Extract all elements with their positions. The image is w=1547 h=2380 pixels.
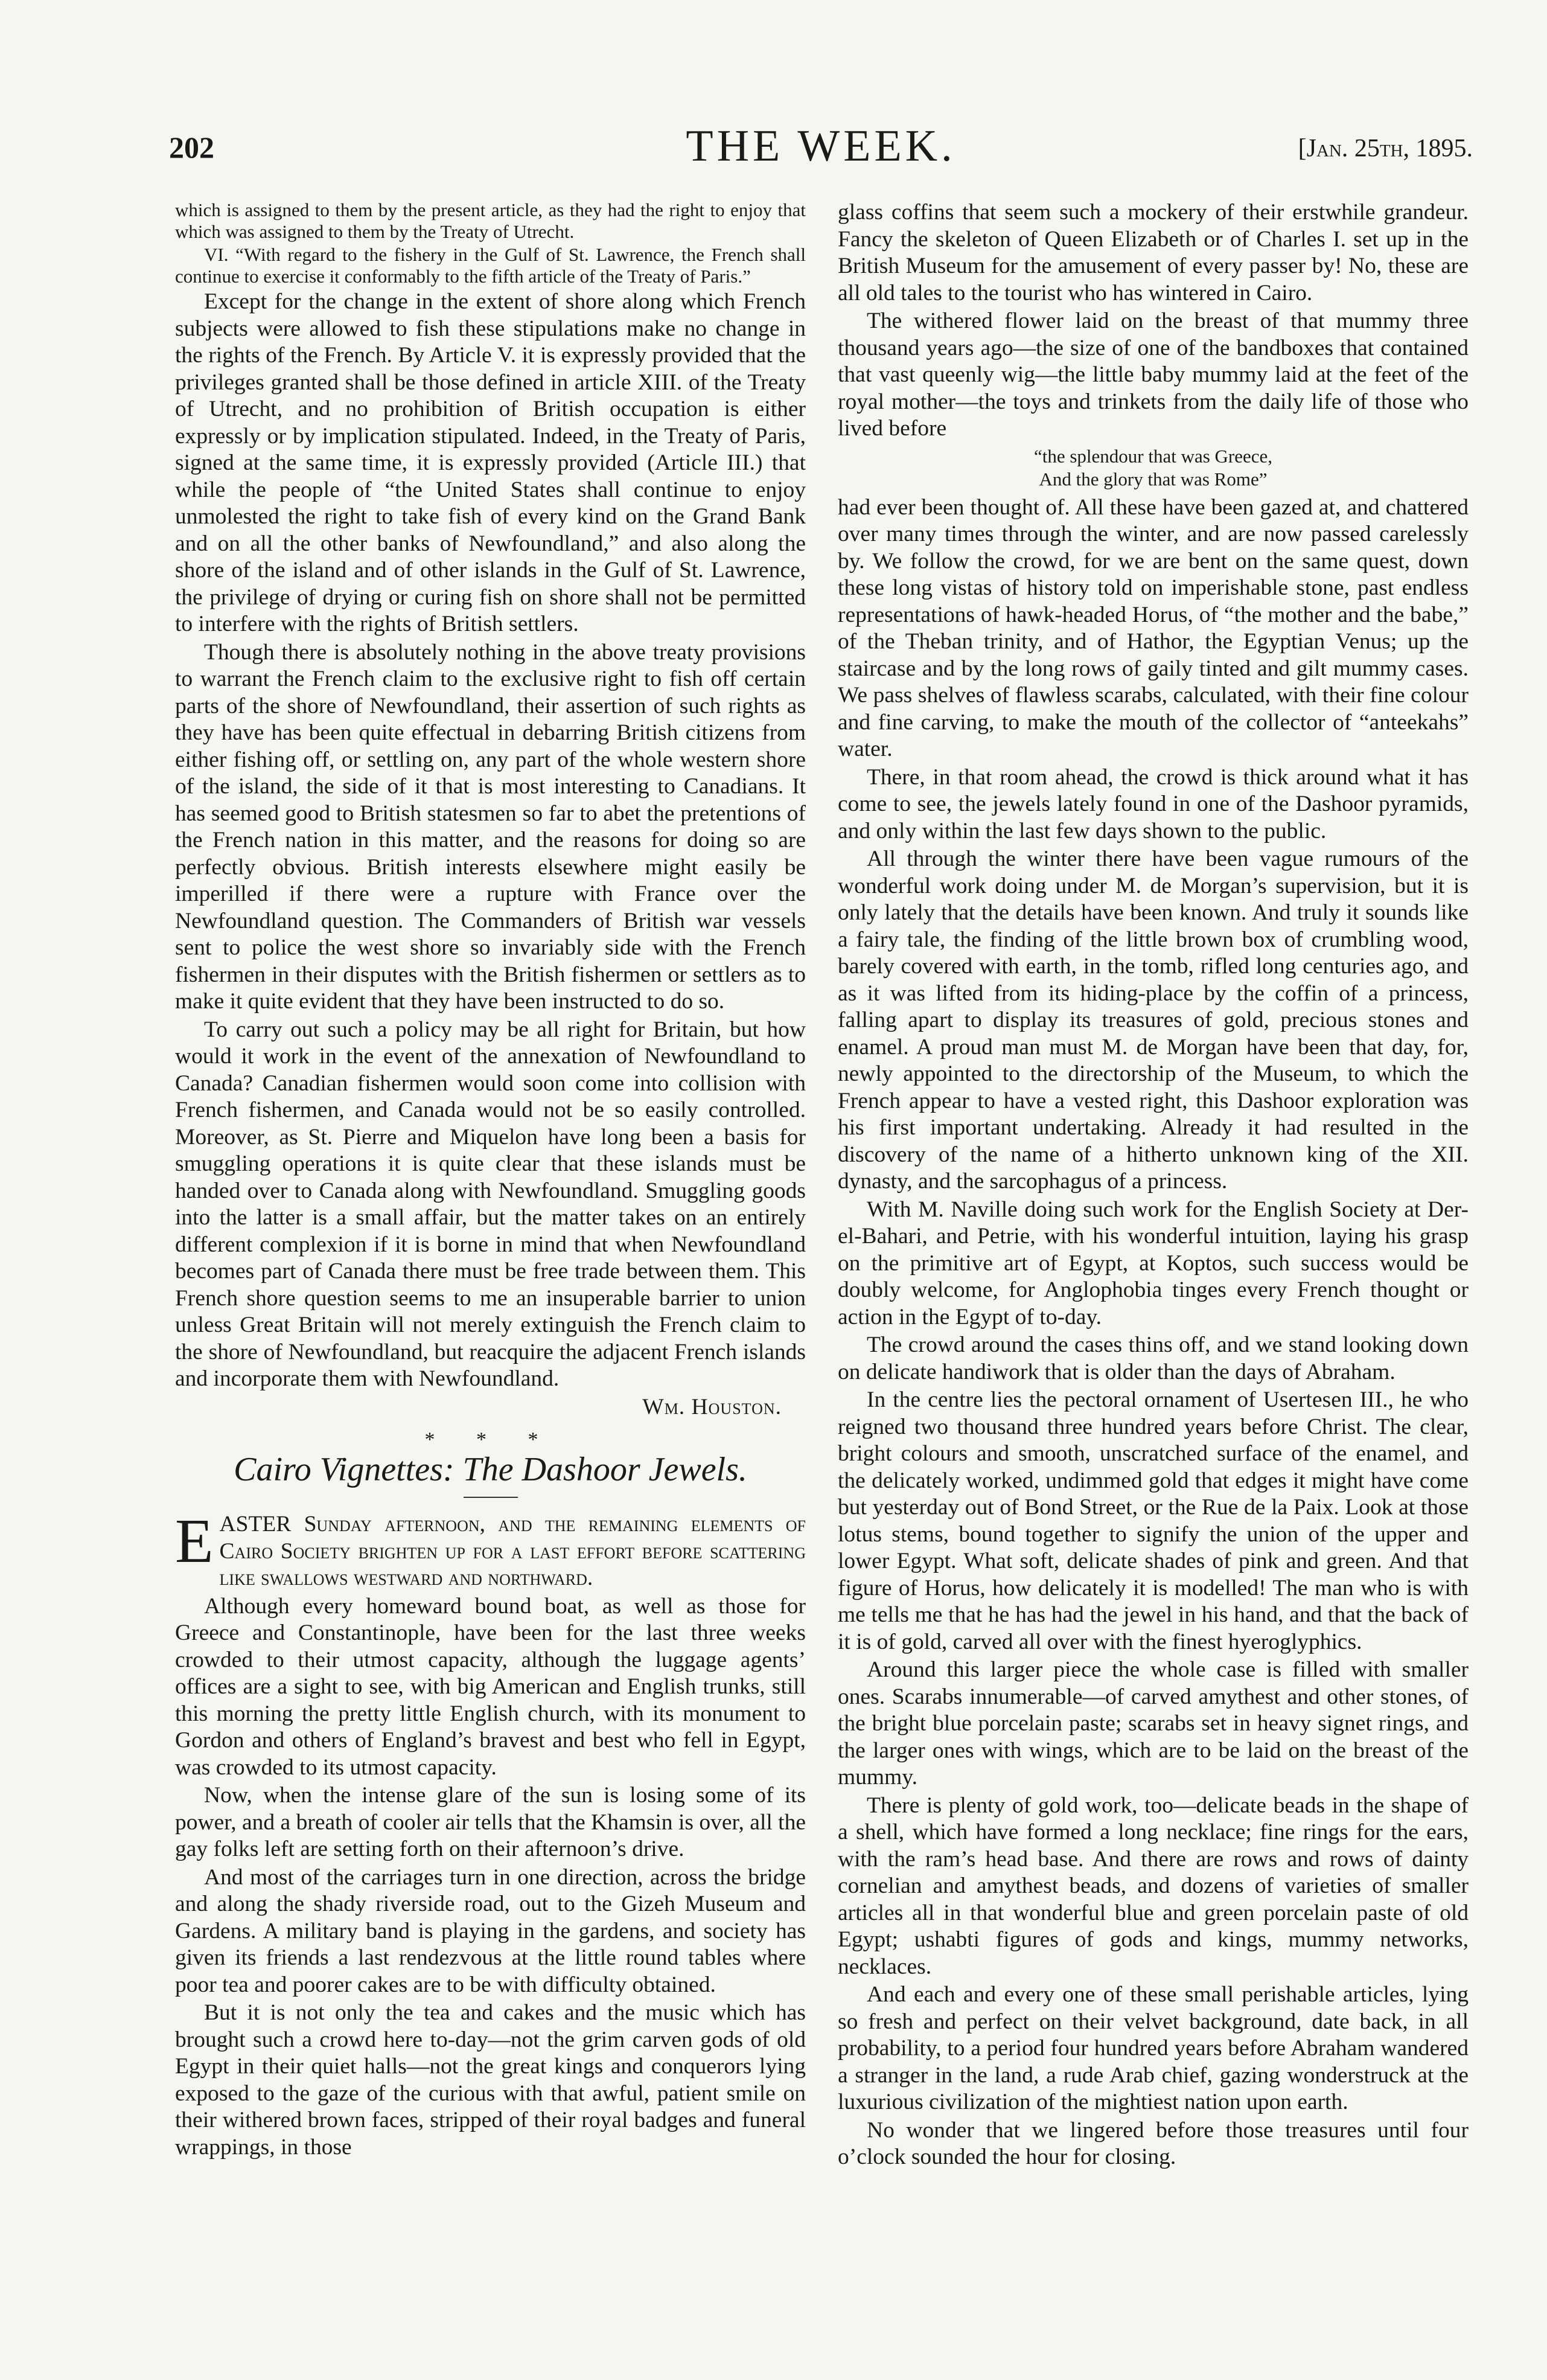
article-paragraph: And most of the carriages turn in one direction, across the bridge and along the shady riverside road, out to the Gizeh Museum and Gardens. A military band is playing in the gardens, and society has given its friends a last rendezvous at the little round tables where poor tea and poorer cakes are to be with difficulty obtained. xyxy=(175,1864,806,1997)
section-separator: * * * xyxy=(424,1428,557,1451)
article-paragraph: To carry out such a policy may be all right for Britain, but how would it work in the event of the annexation of Newfoundland to Canada? Canadian fishermen would soon come into collision with French fishermen, and Canada would not be so easily controlled. Moreover, as St. Pierre and Miquelon have long been a basis for smuggling operations it is quite clear that these islands must be handed over to Canada along with Newfoundland. Smuggling goods into the latter is a small affair, but the matter takes on an entirely different complexion if it is borne in mind that when Newfoundland becomes part of Canada there must be free trade between them. This French shore question seems to me an insuperable barrier to union unless Great Britain will not merely extinguish the French claim to the shore of Newfoundland, but reacquire the adjacent French islands and incorporate them with Newfoundland. xyxy=(175,1017,806,1391)
article-paragraph: Now, when the intense glare of the sun is losing some of its power, and a breath of cooler air tells that the Khamsin is over, all the gay folks left are setting forth on their afternoon’s drive. xyxy=(175,1783,806,1861)
drop-cap: E xyxy=(175,1506,214,1576)
article-paragraph: No wonder that we lingered before those treasures until four o’clock sounded the hour for closing. xyxy=(838,2117,1469,2169)
treaty-quote: VI. “With regard to the fishery in the Gulf of St. Lawrence, the French shall continue to exercise it conformably to the fifth article of the Treaty of Paris.” xyxy=(175,244,806,287)
article-paragraph: The withered flower laid on the breast of that mummy three thousand years ago—the size of one of the bandboxes that contained that vast queenly wig—the little baby mummy laid at the feet of the royal mother—the toys and trinkets from the daily life of those who lived before xyxy=(838,309,1469,441)
article-paragraph xyxy=(175,1506,806,1592)
page-header xyxy=(169,121,1473,187)
article-paragraph: Though there is absolutely nothing in the above treaty provisions to warrant the French claim to the exclusive right to fish off certain parts of the shore of Newfoundland, their assertion of such rights as they have has been quite effectual in debarring British citizens from either fishing off, or settling on, any part of the whole western shore of the island, the side of it that is most interesting to Canadians. It has seemed good to British statesmen so far to abet the pretentions of the French nation in this matter, and the reasons for doing so are perfectly obvious. British interests elsewhere might easily be imperilled if there were a rupture with France over the Newfoundland question. The Commanders of British war vessels sent to police the west shore so invariably side with the French fishermen in their disputes with the British fishermen or settlers as to make it quite evident that they have been instructed to do so. xyxy=(175,639,806,1014)
article-paragraph: glass coffins that seem such a mockery of their erstwhile grandeur. Fancy the skeleton of Queen Elizabeth or of Charles I. set up in the British Museum for the amusement of every passer by! No, these are all old tales to the tourist who has wintered in Cairo. xyxy=(838,200,1469,305)
publication-title: THE WEEK. xyxy=(686,121,956,171)
right-column xyxy=(838,199,1469,2349)
issue-date: [Jan. 25th, 1895. xyxy=(1298,135,1473,162)
article-paragraph: There is plenty of gold work, too—delicate beads in the shape of a shell, which have formed a long necklace; fine rings for the ears, with the ram’s head base. And there are rows and rows of dainty cornelian and amythest beads, and dozens of varieties of smaller articles all in that wonderful blue and green porcelain paste of old Egypt; ushabti figures of gods and kings, mummy networks, necklaces. xyxy=(838,1793,1469,1979)
page-number: 202 xyxy=(169,130,214,164)
article-paragraph: And each and every one of these small perishable articles, lying so fresh and perfect on their velvet background, date back, in all probability, to a period four hundred years before Abraham wandered a stranger in the land, a rude Arab chief, gazing wonderstruck at the luxurious civilization of the mightiest nation upon earth. xyxy=(838,1982,1469,2114)
article-paragraph: There, in that room ahead, the crowd is thick around what it has come to see, the jewels lately found in one of the Dashoor pyramids, and only within the last few days shown to the public. xyxy=(838,764,1469,843)
byline xyxy=(175,1394,806,1421)
article-paragraph: All through the winter there have been vague rumours of the wonderful work doing under M. de Morgan’s supervision, but it is only lately that the details have been known. And truly it sounds like a fairy tale, the finding of the little brown box of crumbling wood, barely covered with earth, in the tomb, rifled long centuries ago, and as it was lifted from its hiding-place by the coffin of a princess, falling apart to display its treasures of gold, precious stones and enamel. A proud man must M. de Morgan have been that day, for, newly appointed to the directorship of the Museum, to which the French appear to have a vested right, this Dashoor exploration was his first important undertaking. Already it had resulted in the discovery of the name of a hitherto unknown king of the XII. dynasty, and the sarcophagus of a princess. xyxy=(838,846,1469,1194)
article-paragraph: The crowd around the cases thins off, and we stand looking down on delicate handiwork that is older than the days of Abraham. xyxy=(838,1332,1469,1384)
article-headline: Cairo Vignettes: The Dashoor Jewels. xyxy=(234,1451,747,1488)
article-paragraph: Around this larger piece the whole case is filled with smaller ones. Scarabs innumerable—of carved amythest and other stones, of the bright blue porcelain paste; scarabs set in heavy signet rings, and the larger ones with wings, which are to be laid on the breast of the mummy. xyxy=(838,1657,1469,1790)
left-column xyxy=(175,199,806,2349)
lead-text: ASTER Sunday afternoon, and the remaining elements of Cairo Society brighten up for a last effort before scattering like swallows westward and northward. xyxy=(219,1512,806,1590)
verse-line: “the splendour that was Greece, xyxy=(1033,445,1273,467)
article-paragraph: But it is not only the tea and cakes and the music which has brought such a crowd here to-day—not the grim carven gods of old Egypt in their quiet halls—not the great kings and conquerors lying exposed to the gaze of the curious with that awful, patient smile on their withered brown faces, stripped of their royal badges and funeral wrappings, in those xyxy=(175,2000,806,2160)
headline-rule xyxy=(464,1497,518,1498)
verse-quote xyxy=(838,445,1469,491)
verse-line: And the glory that was Rome” xyxy=(1039,468,1268,490)
author-signature: Wm. Houston. xyxy=(642,1394,782,1419)
treaty-quote: which is assigned to them by the present article, as they had the right to enjoy that which was assigned to them by the Treaty of Utrecht. xyxy=(175,199,806,242)
article-paragraph: had ever been thought of. All these have been gazed at, and chattered over many times through the winter, and are now passed carelessly by. We follow the crowd, for we are bent on the same quest, down these long vistas of history told on imperishable stone, past endless representations of hawk-headed Horus, of “the mother and the babe,” of the Theban trinity, and of Hathor, the Egyptian Venus; up the staircase and by the long rows of gaily tinted and gilt mummy cases. We pass shelves of flawless scarabs, calculated, with their fine colour and fine carving, to make the mouth of the collector of “anteekahs” water. xyxy=(838,494,1469,761)
article-paragraph: Although every homeward bound boat, as well as those for Greece and Constantinople, have been for the last three weeks crowded to their utmost capacity, although the luggage agents’ offices are a sight to see, with big American and English trunks, still this morning the pretty little English church, with its monument to Gordon and others of England’s bravest and best who fell in Egypt, was crowded to its utmost capacity. xyxy=(175,1593,806,1780)
article-paragraph: Except for the change in the extent of shore along which French subjects were allowed to fish these stipulations make no change in the rights of the French. By Article V. it is expressly provided that the privileges granted shall be those defined in article XIII. of the Treaty of Utrecht, and no prohibition of British occupation is either expressly or by implication stipulated. Indeed, in the Treaty of Paris, signed at the same time, it is expressly provided (Article III.) that while the people of “the United States shall continue to enjoy unmolested the right to take fish of every kind on the Grand Bank and on all the other banks of Newfoundland,” and also along the shore of the island and of other islands in the Gulf of St. Lawrence, the privilege of drying or curing fish on shore shall not be permitted to interfere with the rights of British settlers. xyxy=(175,289,806,636)
article-paragraph: With M. Naville doing such work for the English Society at Der-el-Bahari, and Petrie, with his wonderful intuition, laying his grasp on the primitive art of Egypt, at Koptos, such success would be doubly welcome, for Anglophobia tinges every French thought or action in the Egypt of to-day. xyxy=(838,1197,1469,1329)
article-paragraph: In the centre lies the pectoral ornament of Usertesen III., he who reigned two thousand three hundred years before Christ. The clear, bright colours and smooth, unscratched surface of the enamel, and the delicately worked, undimmed gold that edges it might have come but yesterday out of Bond Street, or the Rue de la Paix. Look at those lotus stems, bound together to signify the union of the upper and lower Egypt. What soft, delicate shades of pink and green. And that figure of Horus, how delicately it is modelled! The man who is with me tells me that he has had the jewel in his hand, and that the back of it is of gold, carved all over with the finest hyeroglyphics. xyxy=(838,1387,1469,1654)
